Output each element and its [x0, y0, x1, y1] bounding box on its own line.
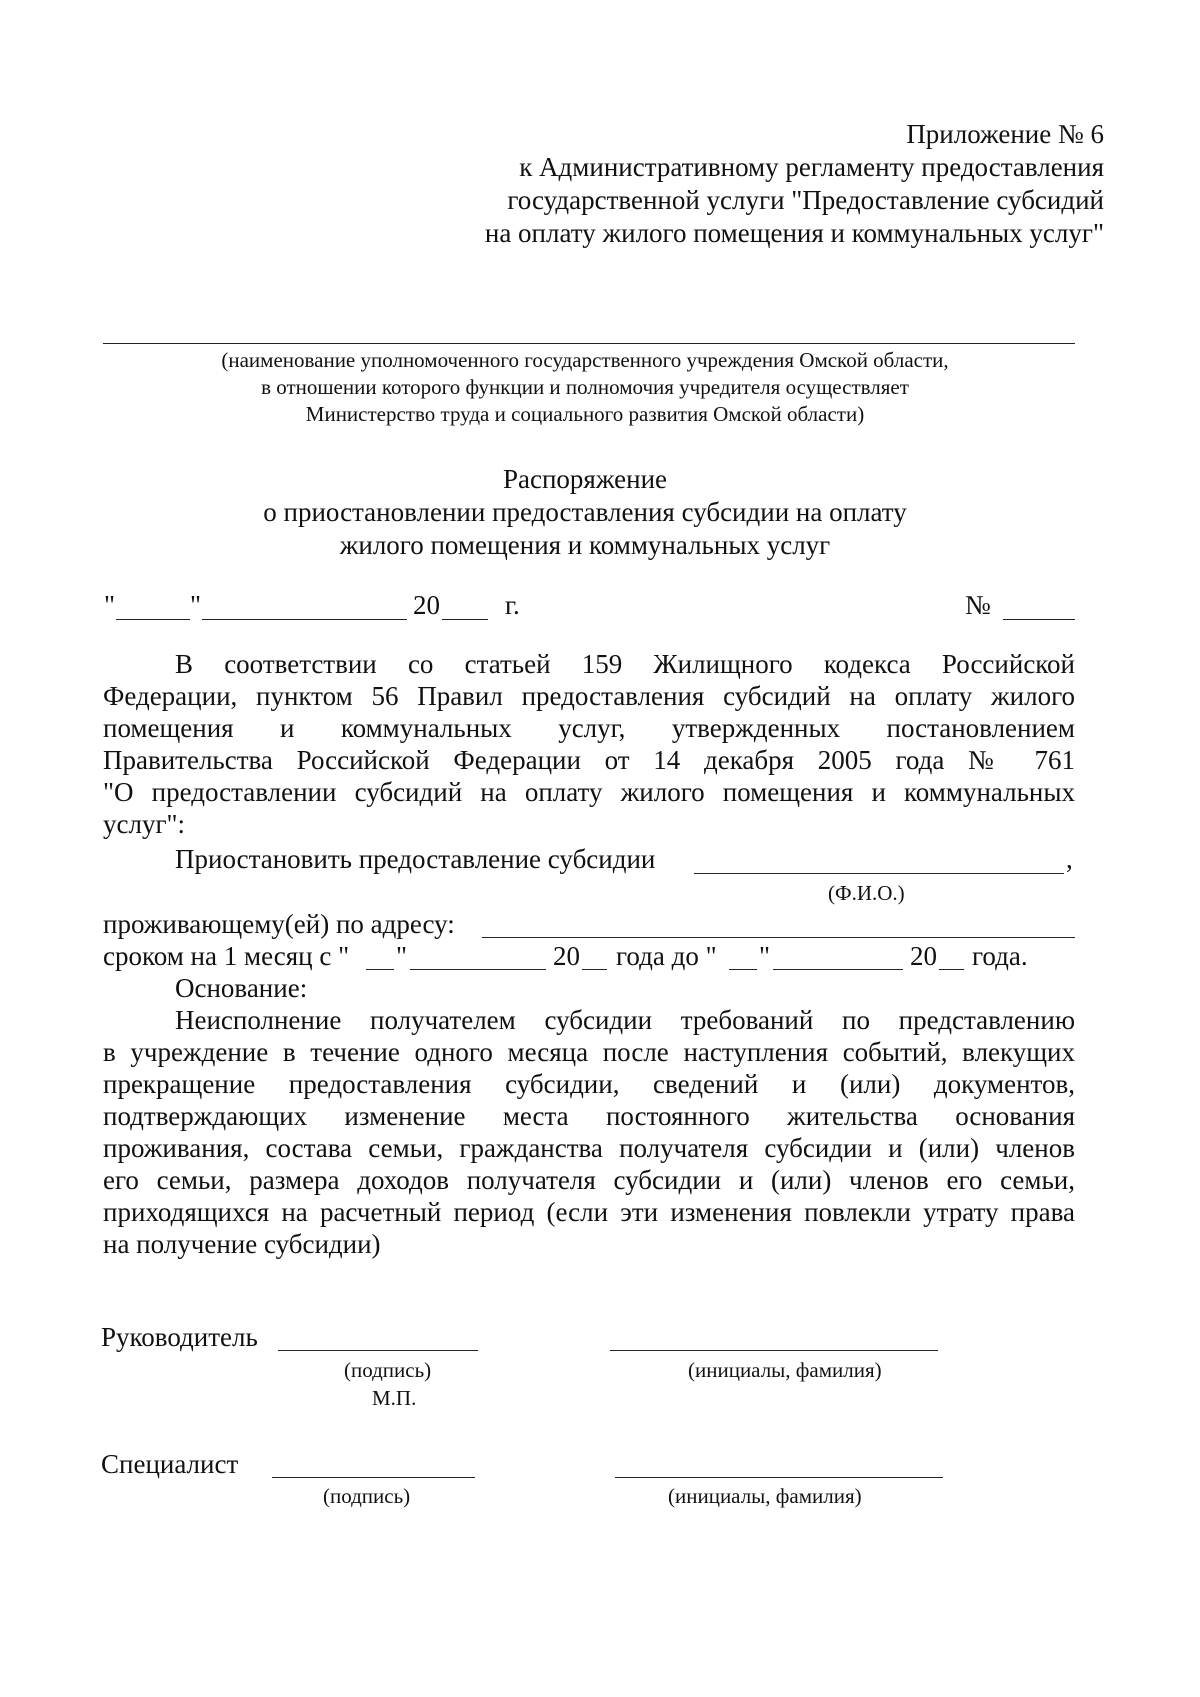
paragraph-line: "О предоставлении субсидий на оплату жилого помещения и коммунальных: [103, 777, 1075, 807]
number-label: №: [965, 590, 991, 620]
paragraph-line: проживания, состава семьи, гражданства получателя субсидии и (или) членов: [103, 1133, 1075, 1163]
from-day-blank: [366, 969, 394, 970]
address-label: проживающему(ей) по адресу:: [103, 909, 455, 939]
until-text: года до ": [616, 941, 717, 971]
comma: ,: [1066, 844, 1073, 874]
head-signature-line: [278, 1350, 478, 1351]
document-subtitle: о приостановлении предоставления субсидии на оплату: [263, 497, 907, 527]
paragraph-line: Федерации, пунктом 56 Правил предоставления субсидий на оплату жилого: [103, 681, 1075, 711]
year-prefix: 20: [910, 941, 937, 971]
fio-blank: [694, 873, 1064, 874]
year-prefix: 20: [553, 941, 580, 971]
quote-open: ": [104, 590, 116, 620]
head-label: Руководитель: [101, 1322, 258, 1352]
year-blank: [442, 619, 488, 620]
paragraph-line: Неисполнение получателем субсидии требований по представлению: [175, 1005, 1075, 1035]
year-prefix: 20: [413, 590, 440, 620]
from-month-blank: [410, 969, 546, 970]
name-caption: (инициалы, фамилия): [688, 1358, 882, 1382]
paragraph-line: помещения и коммунальных услуг, утвержденных постановлением: [103, 713, 1075, 743]
grounds-label: Основание:: [175, 973, 308, 1003]
paragraph-line: в учреждение в течение одного месяца после наступления событий, влекущих: [103, 1037, 1075, 1067]
paragraph-line: подтверждающих изменение места постоянного жительства основания: [103, 1101, 1075, 1131]
paragraph-line: прекращение предоставления субсидии, сведений и (или) документов,: [103, 1069, 1075, 1099]
to-month-blank: [773, 969, 903, 970]
day-blank: [116, 619, 190, 620]
paragraph-line: приходящихся на расчетный период (если эти изменения повлекли утрату права: [103, 1197, 1075, 1227]
appendix-line: на оплату жилого помещения и коммунальных услуг": [484, 218, 1104, 248]
quote-close: ": [396, 941, 408, 971]
paragraph-line: услуг":: [103, 809, 186, 839]
year-suffix: г.: [505, 590, 520, 620]
address-blank: [482, 937, 1075, 938]
specialist-label: Специалист: [101, 1449, 239, 1479]
paragraph-line: на получение субсидии): [103, 1229, 381, 1259]
paragraph-line: Правительства Российской Федерации от 14 декабря 2005 года № 761: [103, 745, 1075, 775]
paragraph-line: В соответствии со статьей 159 Жилищного кодекса Российской: [175, 649, 1075, 679]
appendix-line: к Административному регламенту предоставления: [519, 152, 1104, 182]
number-blank: [1003, 619, 1075, 620]
to-day-blank: [729, 969, 757, 970]
fio-caption: (Ф.И.О.): [828, 881, 905, 905]
specialist-name-line: [615, 1477, 943, 1478]
term-prefix: сроком на 1 месяц с ": [103, 941, 350, 971]
appendix-line: государственной услуги "Предоставление субсидий: [507, 185, 1104, 215]
to-year-blank: [939, 969, 964, 970]
org-name-line: [103, 343, 1075, 344]
paragraph-line: его семьи, размера доходов получателя субсидии и (или) членов его семьи,: [103, 1165, 1075, 1195]
document-subtitle: жилого помещения и коммунальных услуг: [339, 530, 831, 560]
suspend-text: Приостановить предоставление субсидии: [175, 844, 656, 874]
name-caption: (инициалы, фамилия): [668, 1484, 862, 1508]
specialist-signature-line: [272, 1477, 475, 1478]
signature-caption: (подпись): [344, 1358, 432, 1382]
quote-close: ": [759, 941, 771, 971]
org-caption-line: (наименование уполномоченного государственного учреждения Омской области,: [221, 348, 949, 372]
document-title: Распоряжение: [502, 464, 668, 494]
quote-close: ": [190, 590, 202, 620]
stamp-mark: М.П.: [372, 1386, 417, 1410]
signature-caption: (подпись): [323, 1484, 411, 1508]
from-year-blank: [582, 969, 607, 970]
month-blank: [202, 619, 407, 620]
year-suffix: года.: [972, 941, 1028, 971]
org-caption-line: в отношении которого функции и полномочия учредителя осуществляет: [261, 375, 909, 399]
appendix-number: Приложение № 6: [906, 119, 1104, 149]
org-caption-line: Министерство труда и социального развития Омской области): [305, 402, 865, 426]
head-name-line: [610, 1350, 938, 1351]
